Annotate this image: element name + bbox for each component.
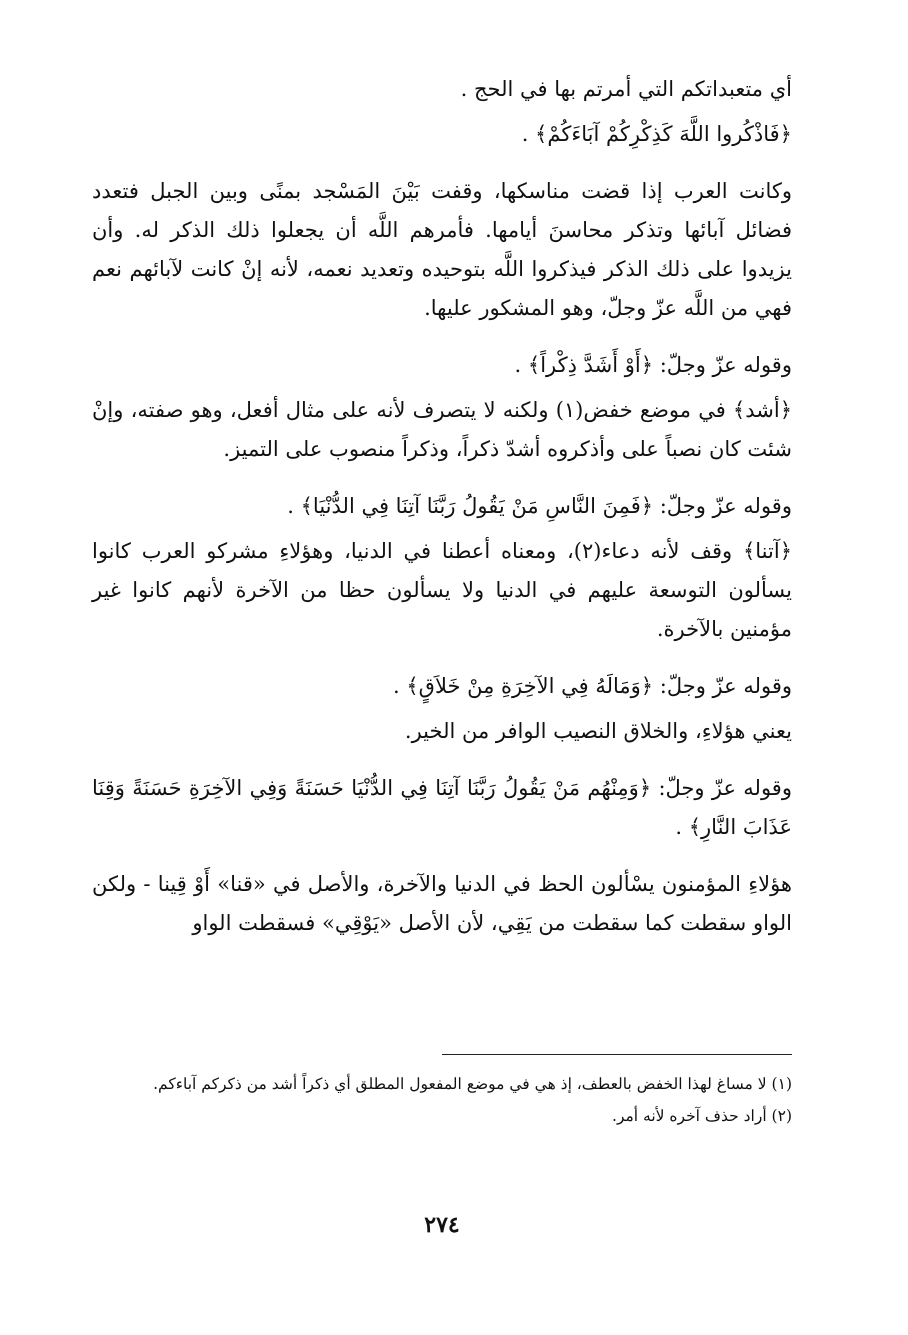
page-number: ٢٧٤ — [424, 1212, 460, 1238]
footnote: (٢) أراد حذف آخره لأنه أمر. — [612, 1107, 792, 1125]
footnotes — [92, 1070, 792, 1134]
paragraph: وقوله عزّ وجلّ: ﴿أَوْ أَشَدَّ ذِكْراً﴾ . — [514, 353, 792, 377]
footnote: (١) لا مساغ لهذا الخفض بالعطف، إذ هي في موضع المفعول المطلق أي ذكراً أشد من ذكركم آباءكم. — [153, 1075, 792, 1093]
paragraph: ﴿آتنا﴾ وقف لأنه دعاء(٢)، ومعناه أعطنا في الدنيا، وهؤلاءِ مشركو العرب كانوا يسألون التوسعة عليهم في الدنيا ولا يسألون حظا من الآخرة لأنهم كانوا غير مؤمنين بالآخرة. — [92, 539, 792, 641]
paragraph: أي متعبداتكم التي أمرتم بها في الحج . — [460, 77, 792, 101]
paragraph: ﴿أشد﴾ في موضع خفض(١) ولكنه لا يتصرف لأنه على مثال أفعل، وهو صفته، وإنْ شئت كان نصباً على وأذكروه أشدّ ذكراً، وذكراً منصوب على التميز. — [92, 398, 792, 461]
quran-verse: ﴿فَاذْكُروا اللَّهَ كَذِكْرِكُمْ آبَاءَكُمْ﴾ . — [521, 122, 792, 146]
paragraph: وقوله عزّ وجلّ: ﴿وَمَالَهُ فِي الآخِرَةِ مِنْ خَلاَقٍ﴾ . — [393, 674, 792, 698]
paragraph: وقوله عزّ وجلّ: ﴿فَمِنَ النَّاسِ مَنْ يَقُولُ رَبَّنَا آتِنَا فِي الدُّنْيَا﴾ . — [287, 494, 792, 518]
main-text — [92, 70, 792, 943]
footnote-divider — [442, 1054, 792, 1055]
paragraph: وقوله عزّ وجلّ: ﴿وَمِنْهُم مَنْ يَقُولُ رَبَّنَا آتِنَا فِي الدُّنْيَا حَسَنَةً وَفِي الآخِرَةِ حَسَنَةً وَقِنَا عَذَابَ النَّارِ﴾ . — [92, 776, 792, 839]
paragraph: هؤلاءِ المؤمنون يسْألون الحظ في الدنيا والآخرة، والأصل في «قنا» أَوْ قِينا - ولكن الواو سقطت كما سقطت من يَقِي، لأن الأصل «يَوْقِي» فسقطت الواو — [92, 872, 792, 935]
paragraph: وكانت العرب إذا قضت مناسكها، وقفت بَيْنَ المَسْجد بمنًى وبين الجبل فتعدد فضائل آبائها وتذكر محاسنَ أيامها. فأمرهم اللَّه أن يجعلوا ذلك الذكر له. وأن يزيدوا على ذلك الذكر فيذكروا اللَّه بتوحيده وتعديد نعمه، لأنه إنْ كانت لآبائهم نعم فهي من اللَّه عزّ وجلّ، وهو المشكور عليها. — [92, 179, 792, 320]
paragraph: يعني هؤلاءِ، والخلاق النصيب الوافر من الخير. — [404, 719, 792, 743]
book-page — [92, 70, 792, 1310]
